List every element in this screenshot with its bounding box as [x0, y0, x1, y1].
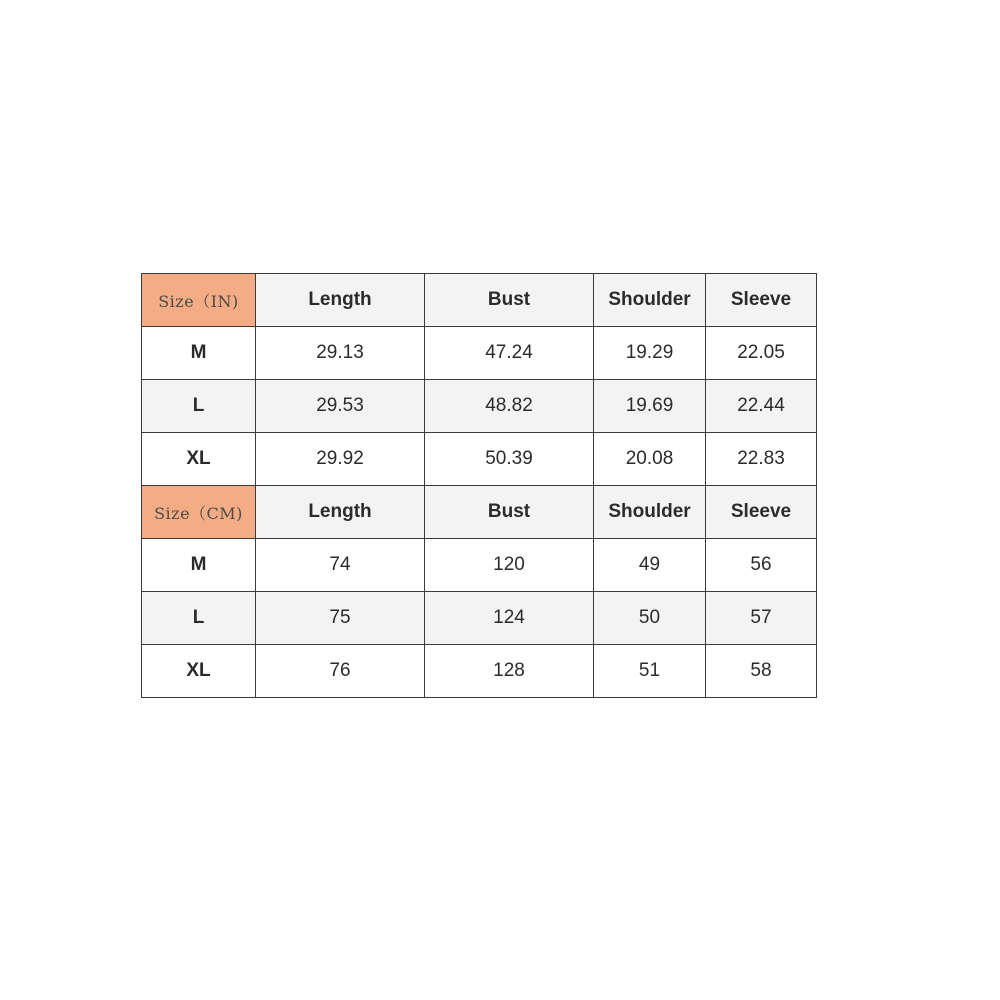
size-chart-table — [141, 273, 817, 698]
shoulder-value: 51 — [594, 645, 706, 698]
size-label: XL — [142, 645, 256, 698]
table-row — [142, 645, 817, 698]
size-label: L — [142, 380, 256, 433]
length-value: 75 — [256, 592, 425, 645]
table-row — [142, 380, 817, 433]
bust-value: 128 — [425, 645, 594, 698]
bust-value: 124 — [425, 592, 594, 645]
length-value: 29.13 — [256, 327, 425, 380]
shoulder-value: 20.08 — [594, 433, 706, 486]
column-header-bust: Bust — [425, 274, 594, 327]
length-value: 74 — [256, 539, 425, 592]
column-header-length: Length — [256, 274, 425, 327]
shoulder-value: 19.29 — [594, 327, 706, 380]
shoulder-value: 49 — [594, 539, 706, 592]
sleeve-value: 22.44 — [706, 380, 817, 433]
sleeve-value: 22.83 — [706, 433, 817, 486]
column-header-shoulder: Shoulder — [594, 486, 706, 539]
shoulder-value: 19.69 — [594, 380, 706, 433]
unit-label-cm: Size（CM) — [142, 486, 256, 539]
column-header-length: Length — [256, 486, 425, 539]
table-row — [142, 539, 817, 592]
column-header-shoulder: Shoulder — [594, 274, 706, 327]
size-label: L — [142, 592, 256, 645]
size-label: M — [142, 539, 256, 592]
length-value: 29.92 — [256, 433, 425, 486]
sleeve-value: 22.05 — [706, 327, 817, 380]
bust-value: 50.39 — [425, 433, 594, 486]
table-row — [142, 433, 817, 486]
unit-label-in: Size（IN) — [142, 274, 256, 327]
inch-header-row — [142, 274, 817, 327]
table-row — [142, 327, 817, 380]
bust-value: 48.82 — [425, 380, 594, 433]
length-value: 29.53 — [256, 380, 425, 433]
column-header-sleeve: Sleeve — [706, 486, 817, 539]
sleeve-value: 57 — [706, 592, 817, 645]
table-row — [142, 592, 817, 645]
bust-value: 47.24 — [425, 327, 594, 380]
column-header-bust: Bust — [425, 486, 594, 539]
sleeve-value: 58 — [706, 645, 817, 698]
cm-header-row — [142, 486, 817, 539]
shoulder-value: 50 — [594, 592, 706, 645]
size-label: XL — [142, 433, 256, 486]
length-value: 76 — [256, 645, 425, 698]
column-header-sleeve: Sleeve — [706, 274, 817, 327]
size-label: M — [142, 327, 256, 380]
sleeve-value: 56 — [706, 539, 817, 592]
bust-value: 120 — [425, 539, 594, 592]
